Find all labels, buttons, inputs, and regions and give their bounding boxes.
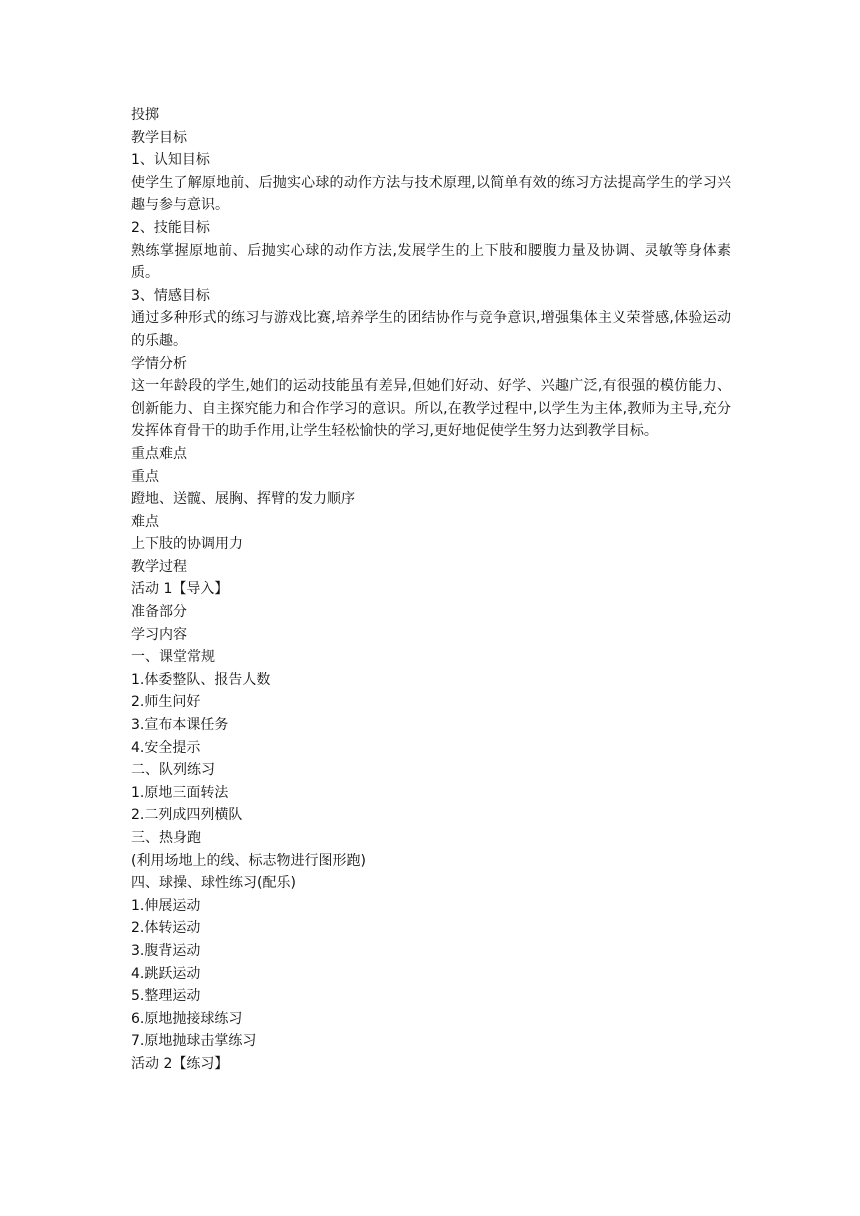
list-heading-warmup-run: 三、热身跑 — [131, 830, 201, 846]
activity-2-heading: 活动 2【练习】 — [131, 1055, 229, 1072]
list-item: 1.原地三面转法 — [131, 784, 229, 801]
paragraph-learner-analysis: 这一年龄段的学生,她们的运动技能虽有差异,但她们好动、好学、兴趣广泛,有很强的模仿能力、创新能力、自主探究能力和合作学习的意识。所以,在教学过程中,以学生为主体,教师为主导,充分发挥体育骨干的助手作用,让学生轻松愉快的学习,更好地促使学生努力达到教学目标。 — [131, 378, 731, 440]
list-item: 1.伸展运动 — [131, 897, 201, 914]
list-item: 3.宣布本课任务 — [131, 717, 229, 734]
subheading-skill-goal: 2、技能目标 — [131, 219, 210, 236]
list-heading-formation-drill: 二、队列练习 — [131, 762, 215, 779]
list-heading-ball-exercises: 四、球操、球性练习(配乐) — [131, 875, 296, 892]
text-key-point: 蹬地、送髋、展胸、挥臂的发力顺序 — [131, 491, 355, 508]
section-heading-teaching-process: 教学过程 — [131, 558, 187, 575]
list-item: 1.体委整队、报告人数 — [131, 671, 271, 688]
paragraph-cognitive-goal: 使学生了解原地前、后抛实心球的动作方法与技术原理,以简单有效的练习方法提高学生的学习兴趣与参与意识。 — [131, 174, 731, 214]
text-difficulty: 上下肢的协调用力 — [131, 536, 243, 553]
list-item: 2.二列成四列横队 — [131, 807, 243, 824]
activity-1-heading: 活动 1【导入】 — [131, 581, 229, 598]
list-item: 3.腹背运动 — [131, 942, 201, 959]
document-body — [131, 104, 731, 1076]
list-note: (利用场地上的线、标志物进行图形跑) — [131, 852, 366, 869]
paragraph-emotional-goal: 通过多种形式的练习与游戏比赛,培养学生的团结协作与竞争意识,增强集体主义荣誉感,体验运动的乐趣。 — [131, 310, 731, 349]
list-heading-class-routine: 一、课堂常规 — [131, 649, 215, 666]
subheading-cognitive-goal: 1、认知目标 — [131, 152, 210, 169]
section-heading-learner-analysis: 学情分析 — [131, 355, 187, 372]
section-heading-teaching-goals: 教学目标 — [131, 129, 187, 146]
list-item: 7.原地抛球击掌练习 — [131, 1033, 257, 1050]
subheading-emotional-goal: 3、情感目标 — [131, 287, 210, 304]
list-item: 4.安全提示 — [131, 739, 201, 756]
list-item: 6.原地抛接球练习 — [131, 1010, 243, 1027]
paragraph-skill-goal: 熟练掌握原地前、后抛实心球的动作方法,发展学生的上下肢和腰腹力量及协调、灵敏等身体素质。 — [131, 242, 731, 282]
section-heading-key-points: 重点难点 — [131, 445, 187, 462]
subheading-key-point: 重点 — [131, 468, 159, 485]
list-item: 2.体转运动 — [131, 920, 201, 937]
list-item: 5.整理运动 — [131, 988, 201, 1005]
subheading-difficulty: 难点 — [131, 513, 159, 530]
document-title: 投掷 — [131, 107, 159, 123]
text-learning-content: 学习内容 — [131, 626, 187, 643]
text-preparation-part: 准备部分 — [131, 604, 187, 621]
list-item: 2.师生问好 — [131, 694, 201, 711]
list-item: 4.跳跃运动 — [131, 965, 201, 982]
